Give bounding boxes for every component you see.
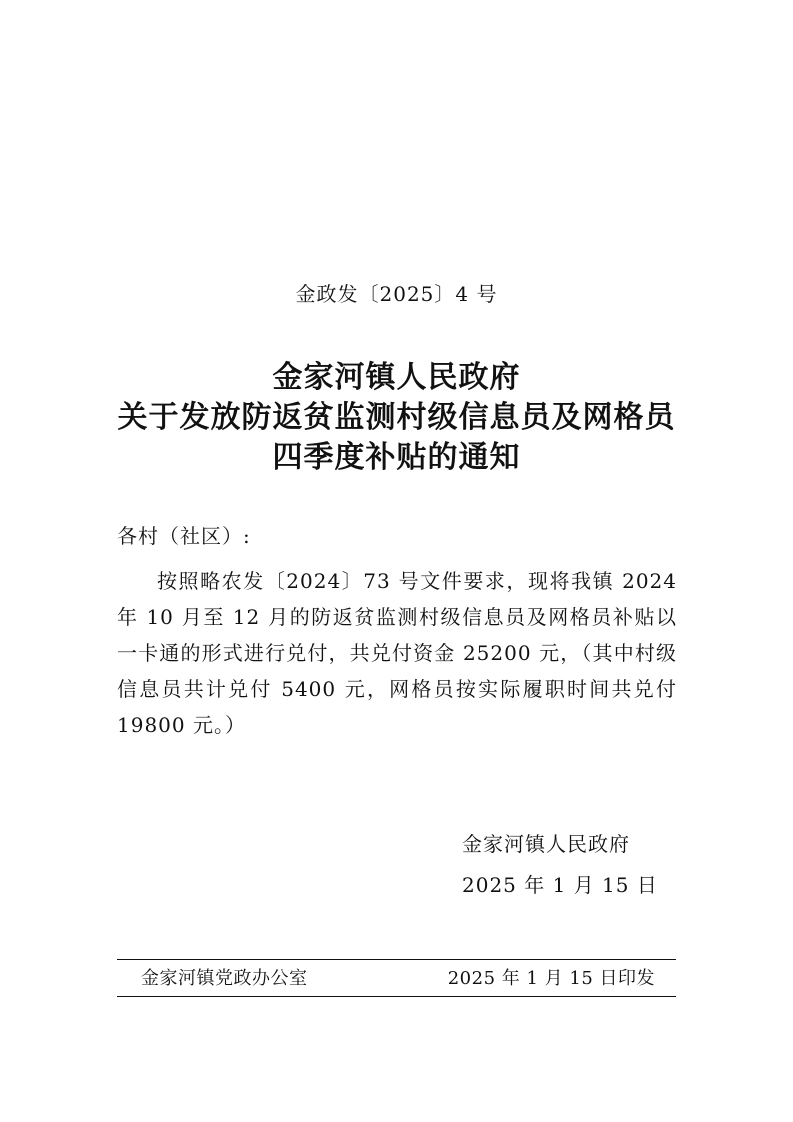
salutation: 各村（社区）: [117, 524, 251, 548]
body-paragraph: 按照略农发〔2024〕73 号文件要求，现将我镇 2024 年 10 月至 12 月的防返贫监测村级信息员及网格员补贴以一卡通的形式进行兑付，共兑付资金 25200 元，（其中村级信息员共计兑付 5400 元，网格员按实际履职时间共兑付 19800 元。） [117, 569, 677, 737]
footer-bottom-rule [117, 996, 676, 997]
title-line-2: 关于发放防返贫监测村级信息员及网格员 [117, 400, 676, 435]
signature-date: 2025 年 1 月 15 日 [462, 873, 658, 897]
signature-organization: 金家河镇人民政府 [462, 832, 630, 856]
document-title [0, 358, 793, 478]
title-line-3: 四季度补贴的通知 [272, 440, 521, 475]
title-line-1: 金家河镇人民政府 [272, 360, 521, 395]
footer-top-rule [117, 959, 676, 960]
footer-issuing-office: 金家河镇党政办公室 [141, 968, 308, 989]
footer-print-date: 2025 年 1 月 15 日印发 [447, 968, 655, 989]
document-number: 金政发〔2025〕4 号 [295, 282, 498, 306]
